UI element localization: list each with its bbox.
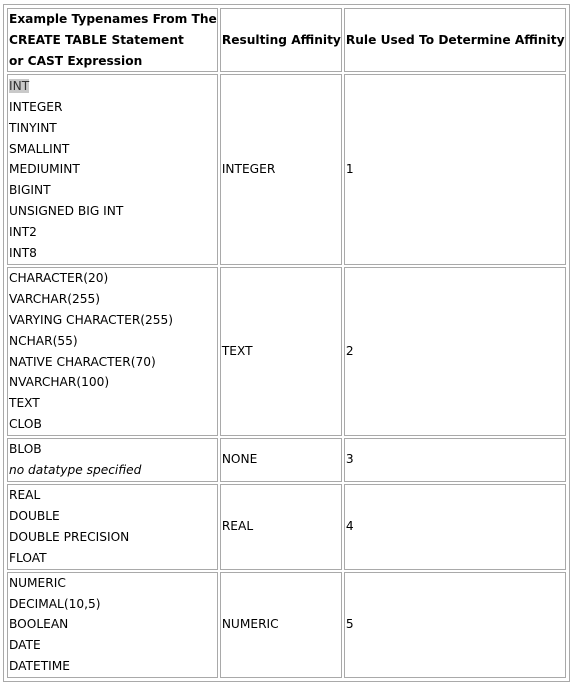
- typename: TINYINT: [9, 120, 57, 135]
- rule-cell: 3: [344, 438, 566, 482]
- typename: BOOLEAN: [9, 617, 69, 632]
- header-typenames-line: CREATE TABLE Statement: [9, 32, 184, 47]
- typename: VARYING CHARACTER(255): [9, 312, 174, 327]
- typename: TEXT: [9, 396, 40, 411]
- affinity-cell: NONE: [220, 438, 342, 482]
- no-datatype-note: no datatype specified: [9, 462, 142, 477]
- typename: CHARACTER(20): [9, 271, 109, 286]
- typenames-cell: [7, 74, 218, 265]
- typename: NVARCHAR(100): [9, 375, 110, 390]
- rule-cell: 2: [344, 267, 566, 435]
- rule-cell: 1: [344, 74, 566, 265]
- typenames-cell: [7, 572, 218, 678]
- typename: BLOB: [9, 441, 42, 456]
- typename: DATETIME: [9, 658, 70, 673]
- header-rule: Rule Used To Determine Affinity: [344, 8, 566, 72]
- table-row: [7, 267, 566, 435]
- selected-typename-text: INT: [9, 79, 30, 94]
- typename: INT8: [9, 245, 37, 260]
- typename: CLOB: [9, 416, 42, 431]
- typename: VARCHAR(255): [9, 292, 101, 307]
- typename: DATE: [9, 638, 41, 653]
- header-typenames: [7, 8, 218, 72]
- typename: DOUBLE PRECISION: [9, 529, 130, 544]
- table-row: [7, 74, 566, 265]
- table-row: [7, 484, 566, 570]
- table-row: [7, 572, 566, 678]
- affinity-cell: INTEGER: [220, 74, 342, 265]
- rule-cell: 5: [344, 572, 566, 678]
- typename: INTEGER: [9, 100, 63, 115]
- affinity-table: [5, 6, 568, 680]
- typename: REAL: [9, 488, 41, 503]
- header-typenames-line: or CAST Expression: [9, 53, 143, 68]
- table-header-row: [7, 8, 566, 72]
- table-row: [7, 438, 566, 482]
- affinity-cell: TEXT: [220, 267, 342, 435]
- typename: NUMERIC: [9, 575, 66, 590]
- typename: FLOAT: [9, 550, 47, 565]
- typenames-cell: [7, 267, 218, 435]
- typenames-cell: [7, 438, 218, 482]
- typename: DECIMAL(10,5): [9, 596, 101, 611]
- typename: SMALLINT: [9, 141, 70, 156]
- affinity-cell: REAL: [220, 484, 342, 570]
- typename: UNSIGNED BIG INT: [9, 204, 124, 219]
- typename: MEDIUMINT: [9, 162, 80, 177]
- typename: INT2: [9, 224, 37, 239]
- typename: DOUBLE: [9, 508, 60, 523]
- typename[interactable]: [9, 76, 217, 97]
- rule-cell: 4: [344, 484, 566, 570]
- typename: NCHAR(55): [9, 333, 78, 348]
- affinity-table-frame: [3, 4, 570, 682]
- affinity-cell: NUMERIC: [220, 572, 342, 678]
- typenames-cell: [7, 484, 218, 570]
- header-affinity: Resulting Affinity: [220, 8, 342, 72]
- header-typenames-line: Example Typenames From The: [9, 12, 217, 26]
- typename: NATIVE CHARACTER(70): [9, 354, 156, 369]
- typename: BIGINT: [9, 183, 51, 198]
